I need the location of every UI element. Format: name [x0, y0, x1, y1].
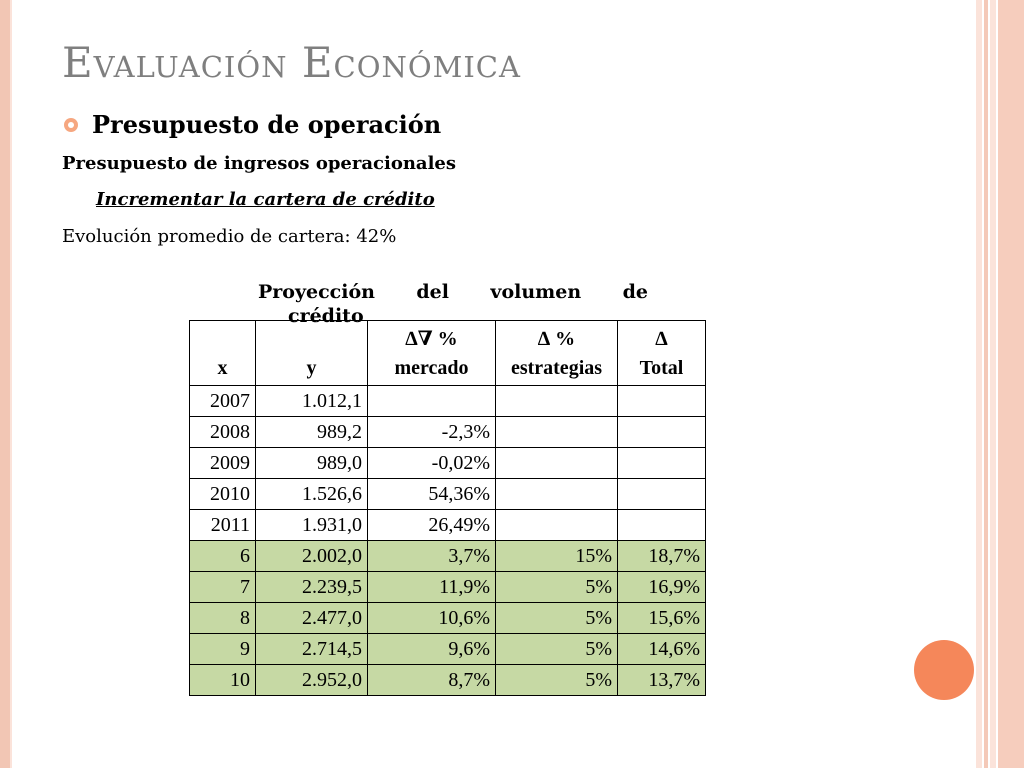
cell-estrategias: [496, 386, 618, 417]
caption-line-1: Proyección del volumen de: [258, 281, 648, 303]
cell-mercado: 26,49%: [368, 510, 496, 541]
cell-y: 1.012,1: [256, 386, 368, 417]
header-estrategias-top: ∆ %: [537, 328, 576, 350]
cell-mercado: 10,6%: [368, 603, 496, 634]
table-row-projected: [190, 665, 706, 696]
cell-estrategias: [496, 417, 618, 448]
cell-x: 7: [190, 572, 256, 603]
cell-x: 6: [190, 541, 256, 572]
cell-total: 14,6%: [618, 634, 706, 665]
italic-goal: Incrementar la cartera de crédito: [96, 189, 435, 210]
cell-mercado: [368, 386, 496, 417]
cell-mercado: -2,3%: [368, 417, 496, 448]
orange-decorative-circle: [914, 640, 974, 700]
cell-x: 2007: [190, 386, 256, 417]
table-row-projected: [190, 603, 706, 634]
cell-y: 2.239,5: [256, 572, 368, 603]
cell-y: 1.931,0: [256, 510, 368, 541]
header-mercado: [368, 321, 496, 386]
left-decorative-border: [0, 0, 10, 768]
cell-total: [618, 448, 706, 479]
right-stripe-3: [990, 0, 996, 768]
cell-x: 9: [190, 634, 256, 665]
cell-estrategias: 5%: [496, 634, 618, 665]
evolution-text: Evolución promedio de cartera: 42%: [62, 226, 397, 247]
circle-bullet-icon: [64, 118, 78, 132]
right-stripe-2: [984, 0, 988, 768]
cell-estrategias: 5%: [496, 665, 618, 696]
cell-total: 18,7%: [618, 541, 706, 572]
table-row-projected: [190, 541, 706, 572]
cell-total: [618, 510, 706, 541]
bullet-item: [64, 110, 441, 139]
cell-x: 8: [190, 603, 256, 634]
caption-line-2: crédito: [288, 305, 364, 327]
right-stripe-4: [998, 0, 1024, 768]
cell-y: 2.477,0: [256, 603, 368, 634]
credit-projection-table: [189, 320, 706, 696]
cell-x: 2010: [190, 479, 256, 510]
subheading: Presupuesto de ingresos operacionales: [62, 153, 456, 174]
slide-title: Evaluación Económica: [62, 38, 521, 87]
cell-estrategias: 5%: [496, 572, 618, 603]
cell-estrategias: [496, 448, 618, 479]
table-row: [190, 510, 706, 541]
cell-y: 2.952,0: [256, 665, 368, 696]
header-total: [618, 321, 706, 386]
header-total-bottom: Total: [639, 357, 684, 379]
table-row-projected: [190, 634, 706, 665]
cell-mercado: 11,9%: [368, 572, 496, 603]
header-estrategias: [496, 321, 618, 386]
bullet-text: Presupuesto de operación: [92, 110, 442, 139]
cell-estrategias: [496, 479, 618, 510]
cell-total: [618, 479, 706, 510]
cell-y: 989,0: [256, 448, 368, 479]
table-row: [190, 479, 706, 510]
header-estrategias-bottom: estrategias: [510, 357, 603, 379]
table-row: [190, 417, 706, 448]
header-mercado-top: ∆∇ %: [405, 328, 458, 350]
cell-x: 10: [190, 665, 256, 696]
cell-total: 15,6%: [618, 603, 706, 634]
cell-mercado: 8,7%: [368, 665, 496, 696]
header-y: y: [256, 321, 368, 386]
cell-x: 2009: [190, 448, 256, 479]
cell-y: 2.002,0: [256, 541, 368, 572]
cell-mercado: 3,7%: [368, 541, 496, 572]
cell-y: 2.714,5: [256, 634, 368, 665]
cell-estrategias: [496, 510, 618, 541]
cell-mercado: 54,36%: [368, 479, 496, 510]
cell-total: 13,7%: [618, 665, 706, 696]
table-header-row: [190, 321, 706, 386]
left-decorative-line: [10, 0, 12, 768]
cell-x: 2008: [190, 417, 256, 448]
header-total-top: ∆: [655, 328, 668, 350]
cell-mercado: -0,02%: [368, 448, 496, 479]
right-stripe-1: [976, 0, 982, 768]
header-mercado-bottom: mercado: [394, 357, 469, 379]
cell-total: [618, 417, 706, 448]
table-row-projected: [190, 572, 706, 603]
header-x: x: [190, 321, 256, 386]
cell-estrategias: 5%: [496, 603, 618, 634]
cell-estrategias: 15%: [496, 541, 618, 572]
cell-y: 989,2: [256, 417, 368, 448]
cell-x: 2011: [190, 510, 256, 541]
cell-total: 16,9%: [618, 572, 706, 603]
table-row: [190, 448, 706, 479]
cell-mercado: 9,6%: [368, 634, 496, 665]
cell-total: [618, 386, 706, 417]
table-row: [190, 386, 706, 417]
cell-y: 1.526,6: [256, 479, 368, 510]
